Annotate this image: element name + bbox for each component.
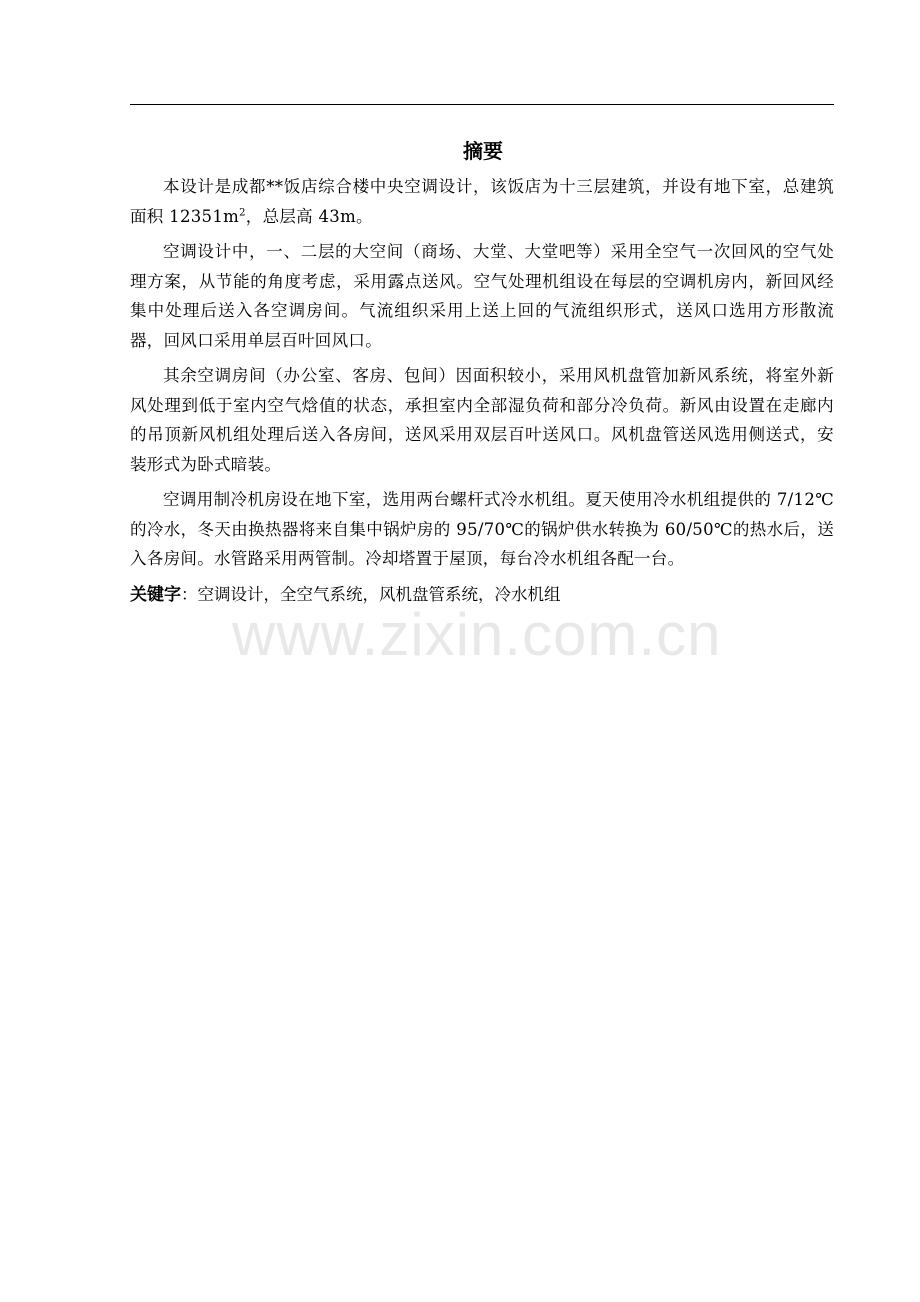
paragraph-3: 其余空调房间（办公室、客房、包间）因面积较小，采用风机盘管加新风系统，将室外新风处理到低于室内空气焓值的状态，承担室内全部湿负荷和部分冷负荷。新风由设置在走廊内的吊顶新风机组处理后送入各房间，送风采用双层百叶送风口。风机盘管送风选用侧送式，安装形式为卧式暗装。 <box>130 366 834 474</box>
paragraph-1-tail: ，总层高 43m。 <box>245 206 373 226</box>
paragraph-1 <box>130 172 834 231</box>
area-superscript: 2 <box>239 207 246 218</box>
paragraph-1-text: 本设计是成都**饭店综合楼中央空调设计，该饭店为十三层建筑，并设有地下室，总建筑面积 12351m <box>130 177 834 226</box>
keywords-label: 关键字 <box>130 584 181 605</box>
header-rule <box>130 104 834 105</box>
keywords-line <box>130 580 834 611</box>
keywords-separator: ： <box>181 584 198 604</box>
document-title: 摘要 <box>463 139 503 163</box>
watermark: www.zixin.com.cn <box>232 601 722 668</box>
paragraph-4: 空调用制冷机房设在地下室，选用两台螺杆式冷水机组。夏天使用冷水机组提供的 7/12℃的冷水，冬天由换热器将来自集中锅炉房的 95/70℃的锅炉供水转换为 60/50℃的热水后，送入各房间。水管路采用两管制。冷却塔置于屋顶，每台冷水机组各配一台。 <box>130 490 834 568</box>
paragraph-2: 空调设计中，一、二层的大空间（商场、大堂、大堂吧等）采用全空气一次回风的空气处理方案，从节能的角度考虑，采用露点送风。空气处理机组设在每层的空调机房内，新回风经集中处理后送入各空调房间。气流组织采用上送上回的气流组织形式，送风口选用方形散流器，回风口采用单层百叶回风口。 <box>130 242 834 350</box>
abstract-body <box>130 172 834 610</box>
keywords-text: 空调设计，全空气系统，风机盘管系统，冷水机组 <box>197 584 561 604</box>
